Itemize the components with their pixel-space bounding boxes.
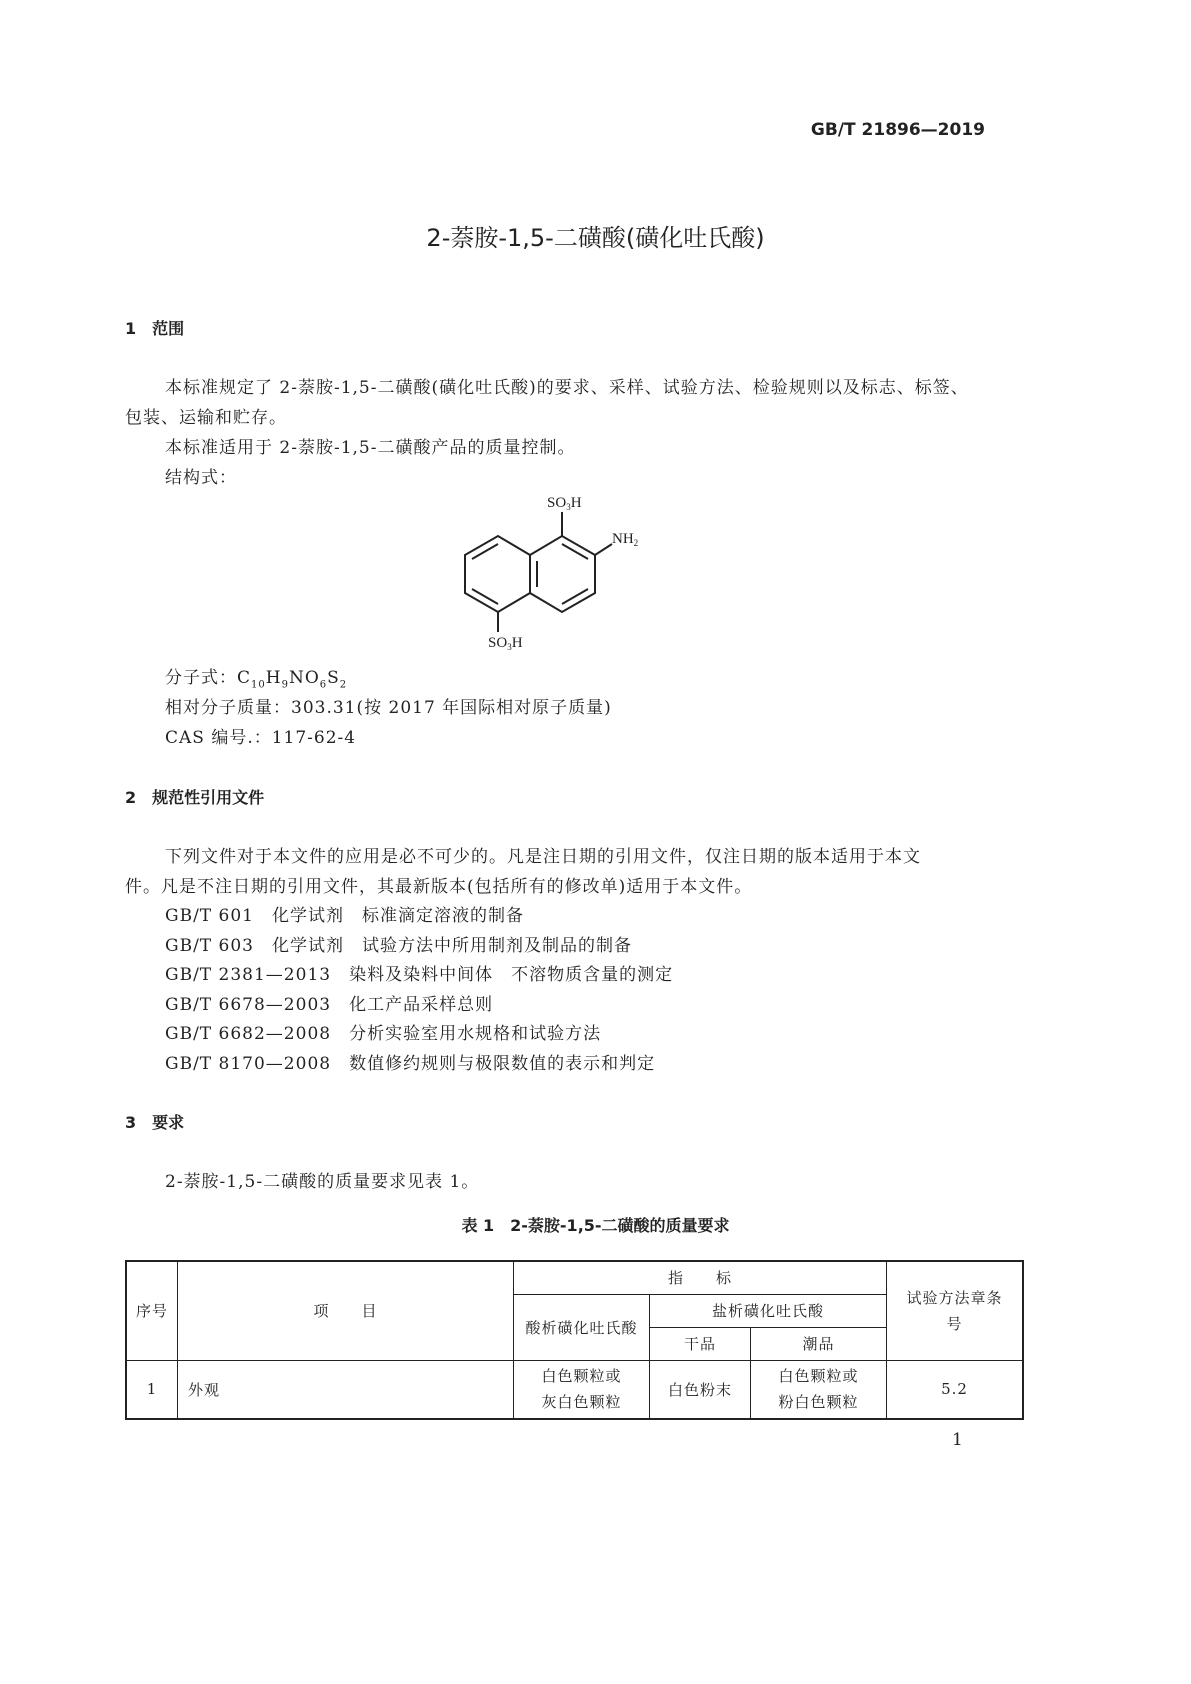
reference-item: GB/T 6678—2003 化工产品采样总则 (165, 995, 494, 1015)
page-number: 1 (952, 1430, 964, 1450)
table-caption: 表 1 2-萘胺-1,5-二磺酸的质量要求 (461, 1216, 730, 1235)
molecular-mass: 相对分子质量：303.31(按 2017 年国际相对原子质量) (165, 698, 612, 718)
paragraph: 包装、运输和贮存。 (125, 408, 287, 428)
paragraph: 2-萘胺-1,5-二磺酸的质量要求见表 1。 (165, 1172, 480, 1192)
standard-number: GB/T 21896—2019 (810, 120, 985, 140)
table-row (126, 1360, 1023, 1419)
header-acid: 酸析磺化吐氏酸 (514, 1294, 650, 1360)
header-salt: 盐析磺化吐氏酸 (650, 1294, 887, 1327)
document-title: 2-萘胺-1,5-二磺酸(磺化吐氏酸) (426, 224, 765, 252)
paragraph: 本标准规定了 2-萘胺-1,5-二磺酸(磺化吐氏酸)的要求、采样、试验方法、检验规则以及标志、标签、 (165, 378, 969, 398)
paragraph: 本标准适用于 2-萘胺-1,5-二磺酸产品的质量控制。 (165, 438, 576, 458)
cell-wet: 白色颗粒或粉白色颗粒 (751, 1360, 887, 1419)
quality-table (125, 1260, 1024, 1420)
header-dry: 干品 (650, 1327, 751, 1360)
structural-formula (440, 485, 670, 655)
section-1-heading: 1 范围 (125, 319, 185, 338)
section-3-heading: 3 要求 (125, 1113, 185, 1132)
cas-number: CAS 编号.：117-62-4 (165, 728, 357, 748)
cell-item: 外观 (178, 1360, 514, 1419)
header-item: 项 目 (178, 1261, 514, 1360)
cell-acid: 白色颗粒或灰白色颗粒 (514, 1360, 650, 1419)
reference-item: GB/T 6682—2008 分析实验室用水规格和试验方法 (165, 1024, 602, 1044)
cell-method: 5.2 (887, 1360, 1024, 1419)
section-2-heading: 2 规范性引用文件 (125, 788, 265, 807)
reference-item: GB/T 601 化学试剂 标准滴定溶液的制备 (165, 906, 524, 926)
reference-item: GB/T 8170—2008 数值修约规则与极限数值的表示和判定 (165, 1054, 656, 1074)
header-method: 试验方法章条号 (887, 1261, 1024, 1360)
header-wet: 潮品 (751, 1327, 887, 1360)
so3h-top-label: $SO_3H$ (547, 495, 582, 512)
reference-item: GB/T 603 化学试剂 试验方法中所用制剂及制品的制备 (165, 936, 632, 956)
nh2-label: $NH_2$ (612, 531, 639, 548)
reference-item: GB/T 2381—2013 染料及染料中间体 不溶物质含量的测定 (165, 965, 674, 985)
header-no: 序号 (126, 1261, 178, 1360)
paragraph: 结构式： (165, 468, 237, 488)
cell-dry: 白色粉末 (650, 1360, 751, 1419)
so3h-bottom-label: $SO_3H$ (488, 635, 523, 652)
molecular-formula: 分子式：$C_{10}H_9NO_6S_2$ (165, 668, 348, 691)
paragraph: 件。凡是不注日期的引用文件，其最新版本(包括所有的修改单)适用于本文件。 (125, 877, 753, 897)
cell-no: 1 (126, 1360, 178, 1419)
paragraph: 下列文件对于本文件的应用是必不可少的。凡是注日期的引用文件，仅注日期的版本适用于本文 (165, 847, 921, 867)
header-index: 指 标 (514, 1261, 887, 1294)
